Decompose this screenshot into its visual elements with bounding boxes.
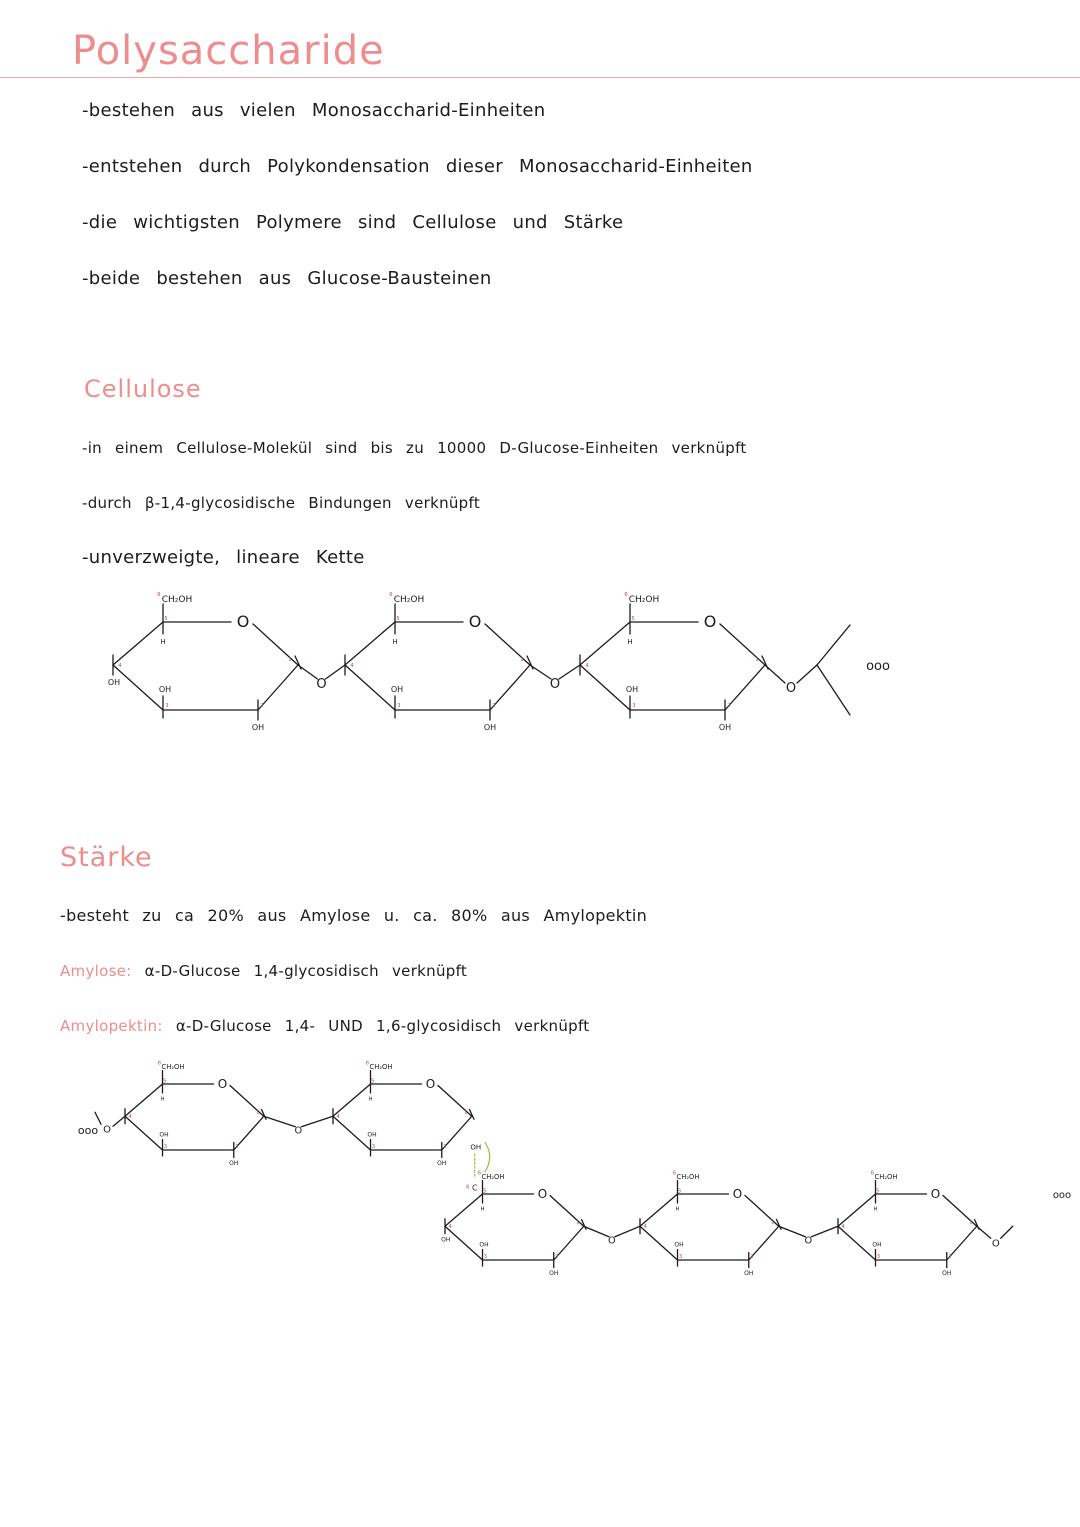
carbon-number: 3 — [163, 1143, 168, 1150]
carbon-number: 1 — [520, 657, 524, 663]
glycosidic-oxygen-label: O — [785, 681, 797, 696]
carbon-number: 4 — [336, 1113, 340, 1120]
ch2oh-label: CH₂OH — [393, 595, 425, 605]
ring-bond — [640, 1223, 678, 1260]
hydroxyl-label: OH — [872, 1241, 882, 1249]
hydroxyl-label: OH — [390, 685, 404, 694]
ring-bond — [445, 1223, 483, 1260]
carbon-number: 5 — [396, 616, 400, 622]
ring-bond — [113, 665, 163, 710]
carbon-number: 6 — [157, 592, 161, 598]
ring-bond — [113, 622, 166, 665]
c6-carbon-label: C — [471, 1183, 478, 1193]
carbon-number: 6 — [157, 1060, 162, 1067]
hydrogen-label: H — [675, 1206, 680, 1213]
amylose-label: Amylose: — [60, 962, 132, 980]
carbon-number: 4 — [128, 1113, 132, 1120]
carbon-number: 5 — [371, 1078, 375, 1085]
ring-bond — [838, 1223, 876, 1260]
carbon-number: 2 — [750, 1253, 754, 1260]
ring-oxygen-label: O — [732, 1186, 743, 1201]
glycosidic-bond — [779, 1226, 806, 1237]
ring-bond — [838, 1194, 876, 1226]
hydrogen-label: H — [368, 1096, 373, 1103]
hydrogen-label: H — [627, 638, 633, 646]
hydrogen-label: H — [160, 1096, 165, 1103]
hydroxyl-label: OH — [251, 723, 265, 732]
chain-continuation — [817, 625, 850, 665]
hydrogen-label: H — [480, 1206, 485, 1213]
glycosidic-oxygen-label: O — [608, 1235, 616, 1247]
ring-bond — [445, 1194, 483, 1226]
intro-bullet-2: -entstehen durch Polykondensation dieser Monosaccharid-Einheiten — [82, 156, 753, 177]
carbon-number: 4 — [350, 663, 354, 669]
staerke-composition: -besteht zu ca 20% aus Amylose u. ca. 80% aus Amylopektin — [60, 906, 648, 925]
carbon-number: 4 — [841, 1223, 845, 1230]
carbon-number: 2 — [260, 703, 264, 709]
ch2oh-label: CH₂OH — [874, 1173, 898, 1181]
intro-bullet-4: -beide bestehen aus Glucose-Bausteinen — [82, 268, 492, 289]
glycosidic-bond — [264, 1116, 296, 1127]
glycosidic-bond — [326, 665, 346, 679]
glycosidic-bond — [301, 1116, 333, 1127]
hydroxyl-label: OH — [549, 1270, 559, 1277]
carbon-number: 1 — [755, 657, 759, 663]
carbon-number: 3 — [632, 703, 636, 709]
glycosidic-oxygen-label: O — [103, 1124, 111, 1136]
ring-oxygen-label: O — [236, 612, 250, 631]
hydroxyl-label: OH — [441, 1236, 451, 1244]
carbon-number: 3 — [876, 1253, 881, 1260]
amylopektin-line — [60, 1017, 590, 1035]
ch2oh-label: CH₂OH — [161, 1063, 185, 1071]
carbon-number: 3 — [678, 1253, 683, 1260]
carbon-number: 4 — [585, 663, 589, 669]
ring-bond — [345, 622, 398, 665]
glycosidic-oxygen-label: O — [804, 1235, 813, 1247]
chain-continuation — [95, 1112, 101, 1124]
carbon-number: 1 — [256, 1109, 260, 1116]
ring-bond — [333, 1113, 371, 1150]
amylopektin-text: α-D-Glucose 1,4- UND 1,6-glycosidisch verknüpft — [175, 1017, 590, 1035]
amylopektin-label: Amylopektin: — [60, 1017, 163, 1035]
carbon-number: 5 — [631, 616, 635, 622]
chain-ellipsis: ooo — [77, 1124, 99, 1137]
intro-bullet-1: -bestehen aus vielen Monosaccharid-Einheiten — [82, 100, 546, 121]
ring-bond — [490, 665, 530, 710]
glycosidic-bond — [113, 1116, 125, 1126]
ring-bond — [258, 665, 298, 710]
carbon-number: 6 — [624, 592, 628, 598]
carbon-number: 5 — [163, 1078, 167, 1085]
carbon-number: 2 — [492, 703, 496, 709]
carbon-number: 6 — [365, 1060, 370, 1067]
ch2oh-label: CH₂OH — [369, 1063, 393, 1071]
ring-bond — [333, 1084, 371, 1116]
hydroxyl-label: OH — [625, 685, 639, 694]
chain-ellipsis: ooo — [1052, 1190, 1072, 1201]
glycosidic-bond — [584, 1226, 609, 1237]
carbon-number: 5 — [678, 1188, 682, 1195]
carbon-number: 1 — [464, 1109, 468, 1116]
glycosidic-bond — [797, 665, 817, 683]
glycosidic-bond — [615, 1226, 640, 1237]
ring-bond — [125, 1113, 163, 1150]
amylose-text: α-D-Glucose 1,4-glycosidisch verknüpft — [144, 962, 468, 980]
ring-oxygen-label: O — [425, 1076, 436, 1091]
hydroxyl-label: OH — [470, 1143, 482, 1152]
hydroxyl-label: OH — [229, 1160, 239, 1167]
carbon-number: 2 — [727, 703, 731, 709]
chain-continuation — [1001, 1226, 1013, 1238]
ring-oxygen-label: O — [217, 1076, 228, 1091]
carbon-number: 1 — [288, 657, 292, 663]
glycosidic-oxygen-label: O — [991, 1238, 1000, 1250]
glycosidic-bond — [765, 665, 785, 683]
cellulose-heading: Cellulose — [84, 375, 202, 403]
carbon-number: 3 — [165, 703, 169, 709]
amylose-line — [60, 962, 467, 980]
carbon-number: 1 — [771, 1219, 775, 1226]
carbon-number: 6 — [477, 1170, 482, 1177]
carbon-number: 2 — [555, 1253, 559, 1260]
carbon-number: 2 — [948, 1253, 952, 1260]
ring-bond — [580, 622, 633, 665]
page-title: Polysaccharide — [72, 28, 385, 74]
hydroxyl-label: OH — [674, 1241, 684, 1249]
ring-bond — [725, 665, 765, 710]
carbon-number: 1 — [969, 1219, 973, 1226]
intro-bullet-3: -die wichtigsten Polymere sind Cellulose und Stärke — [82, 212, 624, 233]
carbon-number: 4 — [643, 1223, 647, 1230]
carbon-number: 6 — [466, 1184, 470, 1191]
carbon-number: 6 — [389, 592, 393, 598]
chain-ellipsis: ooo — [866, 659, 890, 674]
glycosidic-oxygen-label: O — [316, 677, 327, 692]
carbon-number: 5 — [164, 616, 168, 622]
cellulose-bullet-3: -unverzweigte, lineare Kette — [82, 547, 365, 568]
hydroxyl-label: OH — [718, 723, 732, 732]
ch2oh-label: CH₂OH — [676, 1173, 700, 1181]
ring-bond — [345, 665, 395, 710]
glycosidic-bond — [811, 1226, 838, 1237]
ring-bond — [580, 665, 630, 710]
cellulose-bullet-2: -durch β-1,4-glycosidische Bindungen verknüpft — [82, 494, 480, 512]
ring-bond — [125, 1084, 163, 1116]
hydrogen-label: H — [873, 1206, 878, 1213]
cellulose-bullet-1: -in einem Cellulose-Molekül sind bis zu 10000 D-Glucose-Einheiten verknüpft — [82, 439, 747, 457]
hydroxyl-label: OH — [479, 1241, 489, 1249]
glycosidic-oxygen-label: O — [549, 677, 561, 692]
hydroxyl-label: OH — [107, 678, 121, 687]
carbon-number: 3 — [483, 1253, 488, 1260]
carbon-number: 2 — [235, 1143, 239, 1150]
hydrogen-label: H — [160, 638, 166, 646]
carbon-number: 1 — [576, 1219, 580, 1226]
carbon-number: 3 — [371, 1143, 376, 1150]
ch2oh-label: CH₂OH — [481, 1173, 505, 1181]
carbon-number: 6 — [870, 1170, 875, 1177]
hydroxyl-label: OH — [367, 1131, 377, 1139]
hydroxyl-label: OH — [437, 1160, 447, 1167]
carbon-number: 5 — [483, 1188, 487, 1195]
title-underline — [0, 77, 1080, 78]
hydrogen-label: H — [392, 638, 398, 646]
ring-oxygen-label: O — [537, 1186, 548, 1201]
carbon-number: 5 — [876, 1188, 880, 1195]
ring-oxygen-label: O — [703, 612, 717, 631]
ch2oh-label: CH₂OH — [628, 595, 660, 605]
carbon-number: 2 — [443, 1143, 447, 1150]
hydroxyl-label: OH — [158, 685, 172, 694]
glycosidic-bond — [559, 665, 580, 679]
ch2oh-label: CH₂OH — [161, 595, 193, 605]
glycosidic-bond — [977, 1226, 991, 1238]
amylopektin-structure-diagram — [0, 1050, 1080, 1300]
condensation-bracket — [485, 1142, 490, 1172]
chain-continuation — [817, 665, 850, 715]
ring-bond — [640, 1194, 678, 1226]
ring-oxygen-label: O — [930, 1186, 941, 1201]
ring-oxygen-label: O — [468, 612, 482, 631]
hydroxyl-label: OH — [159, 1131, 169, 1139]
carbon-number: 6 — [672, 1170, 677, 1177]
staerke-heading: Stärke — [60, 842, 153, 873]
cellulose-structure-diagram — [0, 580, 1080, 755]
glycosidic-oxygen-label: O — [294, 1125, 303, 1137]
hydroxyl-label: OH — [942, 1270, 952, 1277]
glycosidic-bond — [530, 665, 551, 679]
carbon-number: 3 — [397, 703, 401, 709]
carbon-number: 4 — [118, 663, 122, 669]
carbon-number: 4 — [448, 1223, 452, 1230]
hydroxyl-label: OH — [744, 1270, 754, 1277]
glycosidic-bond — [298, 665, 318, 679]
hydroxyl-label: OH — [483, 723, 497, 732]
